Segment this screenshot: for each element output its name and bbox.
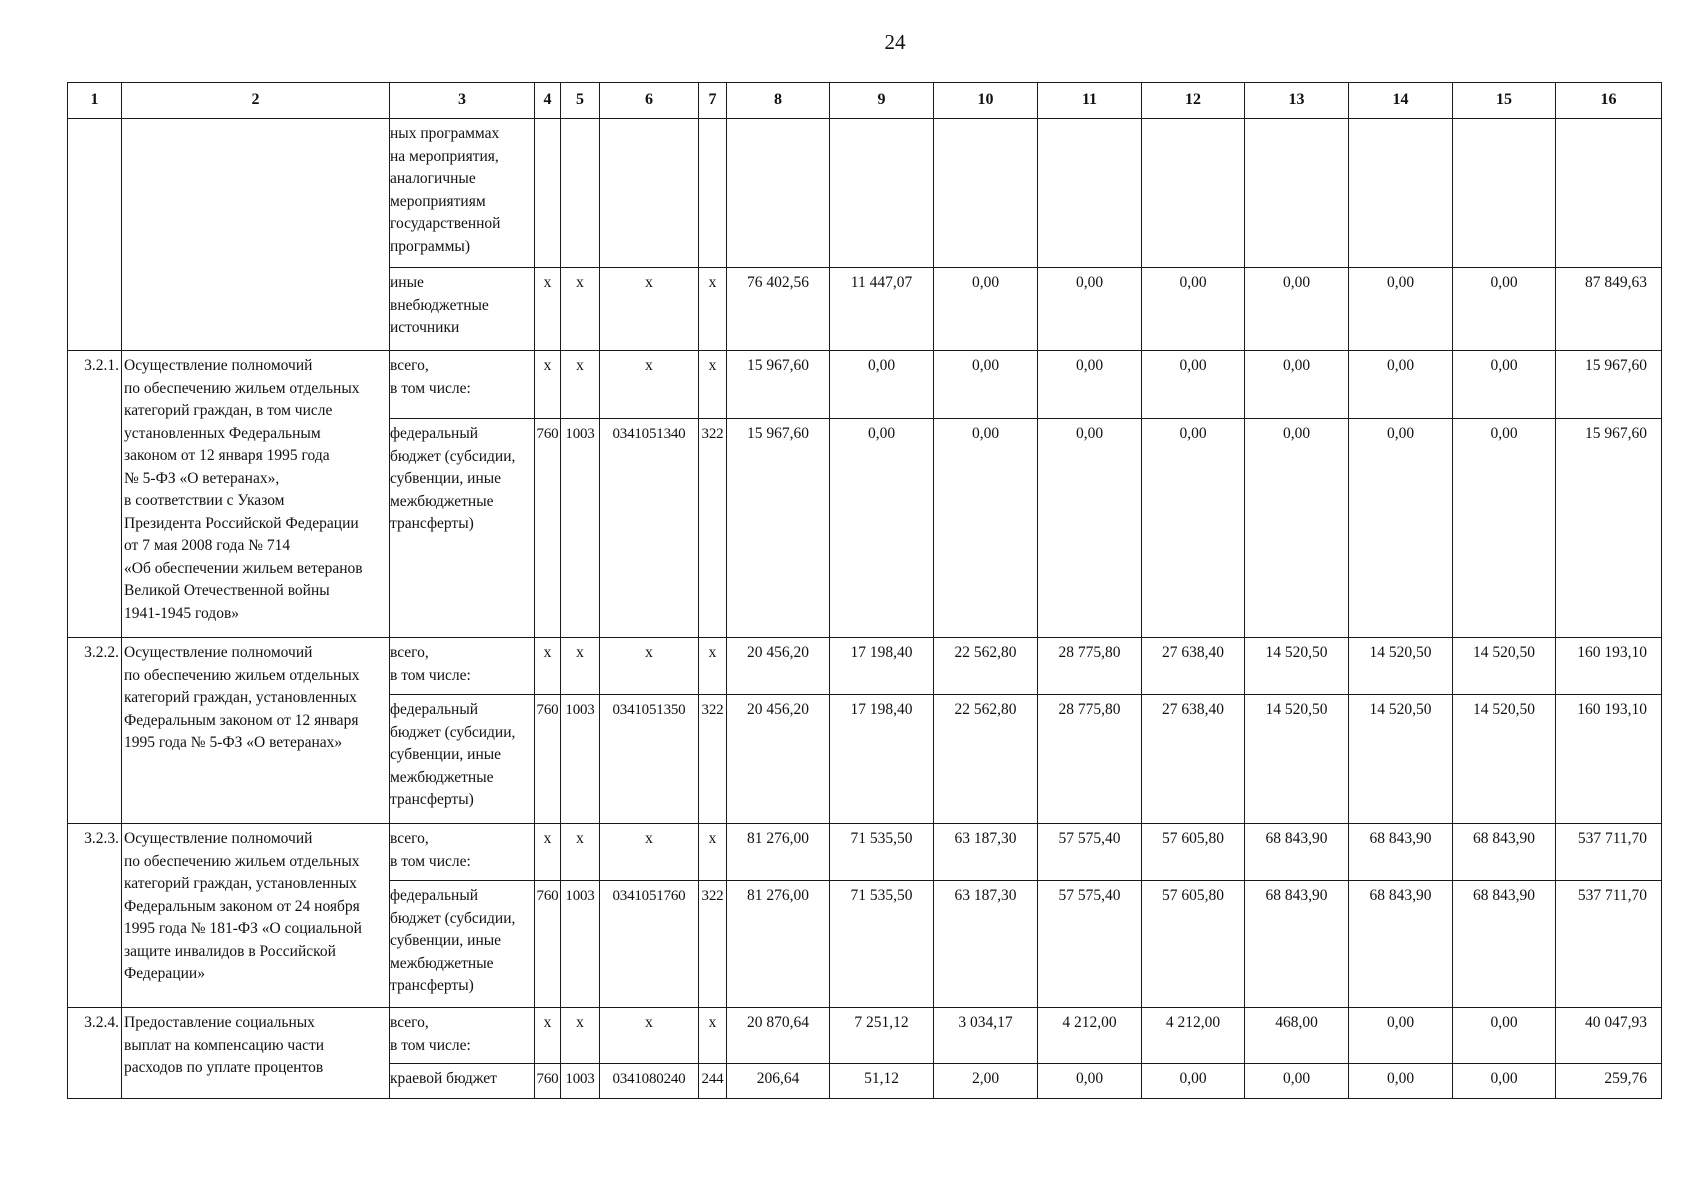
funding-source: всего, в том числе: bbox=[390, 824, 535, 881]
value-cell: 2,00 bbox=[934, 1064, 1038, 1099]
budget-table bbox=[67, 82, 1662, 1099]
total-cell: 40 047,93 bbox=[1556, 1008, 1662, 1064]
value-cell: 0,00 bbox=[1349, 268, 1453, 351]
code-cell: 760 bbox=[535, 419, 561, 638]
value-cell: 0,00 bbox=[830, 351, 934, 419]
value-cell: 15 967,60 bbox=[727, 351, 830, 419]
code-cell: 0341051350 bbox=[600, 695, 699, 824]
code-cell: х bbox=[561, 351, 600, 419]
value-cell: 81 276,00 bbox=[727, 881, 830, 1008]
code-cell: 1003 bbox=[561, 1064, 600, 1099]
value-cell: 14 520,50 bbox=[1349, 638, 1453, 695]
value-cell: 0,00 bbox=[1142, 419, 1245, 638]
funding-source: всего, в том числе: bbox=[390, 1008, 535, 1064]
code-cell: х bbox=[535, 824, 561, 881]
value-cell: 0,00 bbox=[1349, 1064, 1453, 1099]
code-cell: х bbox=[600, 351, 699, 419]
value-cell: 17 198,40 bbox=[830, 638, 934, 695]
code-cell: х bbox=[561, 268, 600, 351]
value-cell: 76 402,56 bbox=[727, 268, 830, 351]
section-description: Осуществление полномочий по обеспечению жильем отдельных категорий граждан, установленных Федеральным законом от 12 января 1995 года № 5-ФЗ «О ветеранах» bbox=[122, 638, 390, 824]
section-description: Осуществление полномочий по обеспечению жильем отдельных категорий граждан, установленных Федеральным законом от 24 ноября 1995 года № 181-ФЗ «О социальной защите инвалидов в Российской Федерации» bbox=[122, 824, 390, 1008]
table-row bbox=[68, 119, 1662, 268]
section-number-cell bbox=[68, 119, 122, 351]
value-cell: 63 187,30 bbox=[934, 824, 1038, 881]
value-cell: 27 638,40 bbox=[1142, 638, 1245, 695]
value-cell: 20 456,20 bbox=[727, 695, 830, 824]
code-cell: х bbox=[600, 268, 699, 351]
value-cell: 57 605,80 bbox=[1142, 881, 1245, 1008]
column-header: 16 bbox=[1556, 83, 1662, 119]
code-cell: х bbox=[699, 824, 727, 881]
column-header: 7 bbox=[699, 83, 727, 119]
column-header: 11 bbox=[1038, 83, 1142, 119]
code-cell: х bbox=[600, 824, 699, 881]
value-cell: 0,00 bbox=[1038, 419, 1142, 638]
value-cell: 63 187,30 bbox=[934, 881, 1038, 1008]
value-cell: 0,00 bbox=[830, 419, 934, 638]
value-cell: 14 520,50 bbox=[1245, 695, 1349, 824]
total-cell: 537 711,70 bbox=[1556, 824, 1662, 881]
total-cell: 160 193,10 bbox=[1556, 695, 1662, 824]
value-cell: 68 843,90 bbox=[1453, 824, 1556, 881]
value-cell: 22 562,80 bbox=[934, 638, 1038, 695]
value-cell: 0,00 bbox=[1453, 351, 1556, 419]
page-number: 24 bbox=[884, 30, 906, 54]
value-cell: 0,00 bbox=[1453, 1064, 1556, 1099]
total-cell: 15 967,60 bbox=[1556, 419, 1662, 638]
total-cell: 537 711,70 bbox=[1556, 881, 1662, 1008]
code-cell: х bbox=[699, 351, 727, 419]
value-cell: 51,12 bbox=[830, 1064, 934, 1099]
column-header: 4 bbox=[535, 83, 561, 119]
value-cell: 0,00 bbox=[1142, 1064, 1245, 1099]
value-cell: 0,00 bbox=[1245, 1064, 1349, 1099]
column-header: 3 bbox=[390, 83, 535, 119]
value-cell: 68 843,90 bbox=[1349, 881, 1453, 1008]
value-cell: 71 535,50 bbox=[830, 881, 934, 1008]
column-header: 10 bbox=[934, 83, 1038, 119]
section-description: Осуществление полномочий по обеспечению жильем отдельных категорий граждан, в том числе установленных Федеральным законом от 12 января 1995 года № 5-ФЗ «О ветеранах», в соответствии с Указом Президента Российской Федерации от 7 мая 2008 года № 714 «Об обеспечении жильем ветеранов Великой Отечественной войны 1941-1945 годов» bbox=[122, 351, 390, 638]
section-number: 3.2.2. bbox=[68, 638, 122, 824]
table-row bbox=[68, 1008, 1662, 1064]
value-cell: 57 575,40 bbox=[1038, 881, 1142, 1008]
value-cell: 7 251,12 bbox=[830, 1008, 934, 1064]
total-cell: 87 849,63 bbox=[1556, 268, 1662, 351]
code-cell: 1003 bbox=[561, 419, 600, 638]
value-cell: 0,00 bbox=[1038, 268, 1142, 351]
code-cell: х bbox=[561, 638, 600, 695]
value-cell: 206,64 bbox=[727, 1064, 830, 1099]
value-cell: 0,00 bbox=[1349, 351, 1453, 419]
code-cell: х bbox=[699, 638, 727, 695]
column-header: 8 bbox=[727, 83, 830, 119]
code-cell: х bbox=[600, 638, 699, 695]
value-cell: 0,00 bbox=[1349, 1008, 1453, 1064]
value-cell: 0,00 bbox=[1142, 351, 1245, 419]
value-cell: 0,00 bbox=[934, 351, 1038, 419]
funding-source: иные внебюджетные источники bbox=[390, 268, 535, 351]
table-row bbox=[68, 638, 1662, 695]
code-cell: х bbox=[535, 638, 561, 695]
section-description-cell bbox=[122, 119, 390, 351]
column-header: 6 bbox=[600, 83, 699, 119]
value-cell: 14 520,50 bbox=[1453, 638, 1556, 695]
code-cell: х bbox=[699, 1008, 727, 1064]
value-cell: 0,00 bbox=[1038, 351, 1142, 419]
value-cell: 57 605,80 bbox=[1142, 824, 1245, 881]
value-cell: 0,00 bbox=[1245, 268, 1349, 351]
value-cell: 57 575,40 bbox=[1038, 824, 1142, 881]
value-cell: 14 520,50 bbox=[1245, 638, 1349, 695]
funding-source: краевой бюджет bbox=[390, 1064, 535, 1099]
column-header: 15 bbox=[1453, 83, 1556, 119]
value-cell: 28 775,80 bbox=[1038, 695, 1142, 824]
total-cell: 259,76 bbox=[1556, 1064, 1662, 1099]
value-cell: 20 456,20 bbox=[727, 638, 830, 695]
table-row bbox=[68, 351, 1662, 419]
code-cell: 322 bbox=[699, 419, 727, 638]
value-cell: 4 212,00 bbox=[1142, 1008, 1245, 1064]
section-number: 3.2.1. bbox=[68, 351, 122, 638]
code-cell: 760 bbox=[535, 1064, 561, 1099]
code-cell: х bbox=[535, 268, 561, 351]
value-cell: 71 535,50 bbox=[830, 824, 934, 881]
value-cell: 28 775,80 bbox=[1038, 638, 1142, 695]
value-cell: 22 562,80 bbox=[934, 695, 1038, 824]
value-cell: 27 638,40 bbox=[1142, 695, 1245, 824]
value-cell: 0,00 bbox=[1453, 1008, 1556, 1064]
code-cell: 322 bbox=[699, 695, 727, 824]
value-cell: 20 870,64 bbox=[727, 1008, 830, 1064]
value-cell: 0,00 bbox=[1349, 419, 1453, 638]
section-number: 3.2.4. bbox=[68, 1008, 122, 1099]
column-header: 9 bbox=[830, 83, 934, 119]
value-cell: 68 843,90 bbox=[1453, 881, 1556, 1008]
value-cell: 14 520,50 bbox=[1349, 695, 1453, 824]
value-cell: 468,00 bbox=[1245, 1008, 1349, 1064]
value-cell: 68 843,90 bbox=[1245, 881, 1349, 1008]
value-cell: 0,00 bbox=[1245, 419, 1349, 638]
code-cell: 1003 bbox=[561, 881, 600, 1008]
table-row bbox=[68, 824, 1662, 881]
value-cell: 0,00 bbox=[1142, 268, 1245, 351]
code-cell: х bbox=[535, 351, 561, 419]
value-cell: 4 212,00 bbox=[1038, 1008, 1142, 1064]
code-cell: х bbox=[535, 1008, 561, 1064]
value-cell: 68 843,90 bbox=[1349, 824, 1453, 881]
total-cell: 15 967,60 bbox=[1556, 351, 1662, 419]
funding-source: федеральный бюджет (субсидии, субвенции, иные межбюджетные трансферты) bbox=[390, 881, 535, 1008]
value-cell: 68 843,90 bbox=[1245, 824, 1349, 881]
code-cell: 760 bbox=[535, 881, 561, 1008]
value-cell: 0,00 bbox=[1453, 268, 1556, 351]
value-cell: 81 276,00 bbox=[727, 824, 830, 881]
code-cell: х bbox=[699, 268, 727, 351]
funding-source: федеральный бюджет (субсидии, субвенции, иные межбюджетные трансферты) bbox=[390, 419, 535, 638]
column-header: 14 bbox=[1349, 83, 1453, 119]
column-header: 5 bbox=[561, 83, 600, 119]
code-cell: х bbox=[600, 1008, 699, 1064]
funding-source: всего, в том числе: bbox=[390, 351, 535, 419]
value-cell: 17 198,40 bbox=[830, 695, 934, 824]
value-cell: 0,00 bbox=[1038, 1064, 1142, 1099]
value-cell: 11 447,07 bbox=[830, 268, 934, 351]
value-cell: 3 034,17 bbox=[934, 1008, 1038, 1064]
column-header: 12 bbox=[1142, 83, 1245, 119]
code-cell: х bbox=[561, 824, 600, 881]
column-header: 2 bbox=[122, 83, 390, 119]
code-cell: 0341051760 bbox=[600, 881, 699, 1008]
value-cell: 0,00 bbox=[1245, 351, 1349, 419]
code-cell: 322 bbox=[699, 881, 727, 1008]
code-cell: х bbox=[561, 1008, 600, 1064]
value-cell: 0,00 bbox=[934, 268, 1038, 351]
column-header: 13 bbox=[1245, 83, 1349, 119]
value-cell: 0,00 bbox=[934, 419, 1038, 638]
code-cell: 760 bbox=[535, 695, 561, 824]
column-header: 1 bbox=[68, 83, 122, 119]
value-cell: 14 520,50 bbox=[1453, 695, 1556, 824]
code-cell: 0341051340 bbox=[600, 419, 699, 638]
funding-source: ных программах на мероприятия, аналогичные мероприятиям государственной программы) bbox=[390, 119, 535, 268]
section-number: 3.2.3. bbox=[68, 824, 122, 1008]
total-cell: 160 193,10 bbox=[1556, 638, 1662, 695]
funding-source: федеральный бюджет (субсидии, субвенции, иные межбюджетные трансферты) bbox=[390, 695, 535, 824]
value-cell: 0,00 bbox=[1453, 419, 1556, 638]
value-cell: 15 967,60 bbox=[727, 419, 830, 638]
section-description: Предоставление социальных выплат на компенсацию части расходов по уплате процентов bbox=[122, 1008, 390, 1099]
funding-source: всего, в том числе: bbox=[390, 638, 535, 695]
code-cell: 1003 bbox=[561, 695, 600, 824]
code-cell: 244 bbox=[699, 1064, 727, 1099]
header-row bbox=[68, 83, 1662, 119]
code-cell: 0341080240 bbox=[600, 1064, 699, 1099]
